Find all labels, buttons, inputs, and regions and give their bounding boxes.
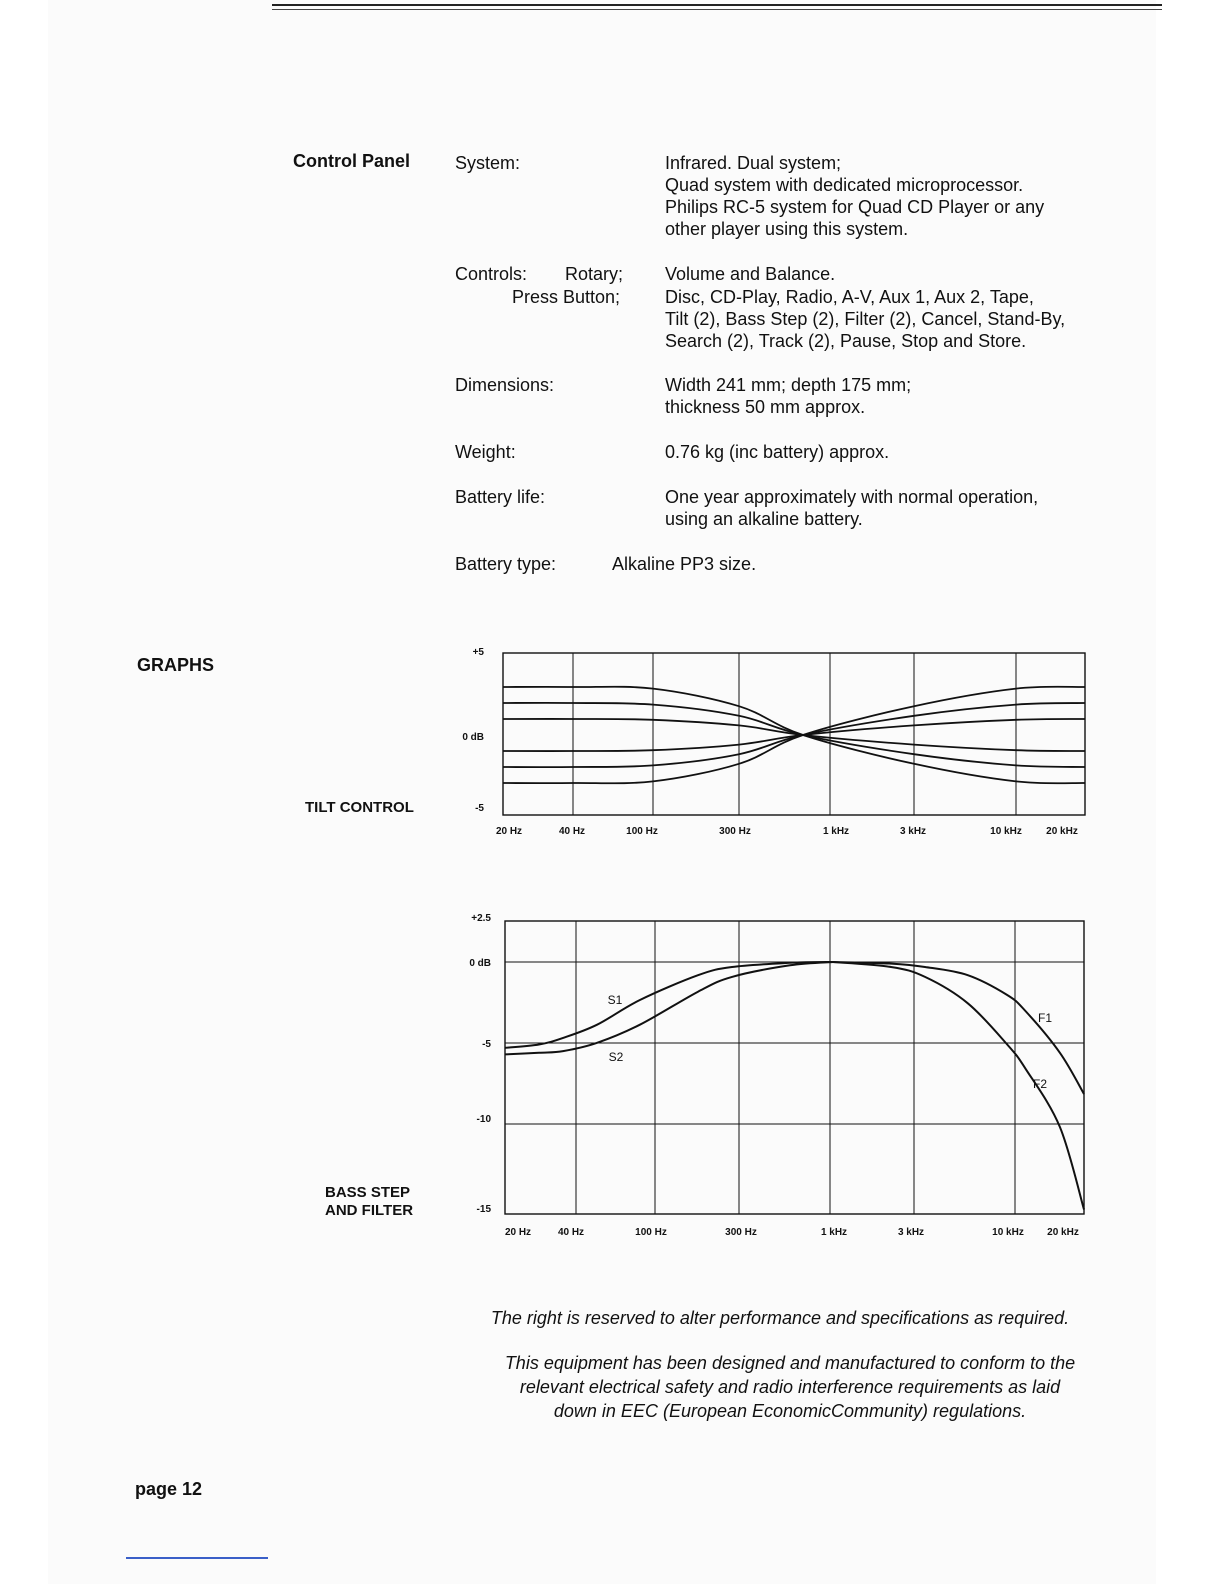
- tilt-control-chart: [462, 647, 1085, 837]
- x-tick-label: 3 kHz: [899, 826, 927, 837]
- y-tick-label: -15: [476, 1204, 491, 1215]
- bass-filter-chart: [469, 913, 1084, 1238]
- x-tick-label: 100 Hz: [635, 1227, 667, 1238]
- footer-note-line: relevant electrical safety and radio interference requirements as laid: [519, 1377, 1061, 1397]
- system-line: other player using this system.: [665, 219, 909, 239]
- x-tick-label: 100 Hz: [626, 826, 658, 837]
- battery-type-label: Battery type:: [455, 554, 557, 574]
- dimensions-line: Width 241 mm; depth 175 mm;: [665, 375, 912, 395]
- battery-life-label: Battery life:: [455, 487, 546, 507]
- x-tick-label: 1 kHz: [822, 826, 850, 837]
- system-label: System:: [455, 153, 521, 173]
- press-line: Tilt (2), Bass Step (2), Filter (2), Cancel, Stand-By,: [665, 309, 1066, 329]
- footer-note-line: This equipment has been designed and manufactured to conform to the: [504, 1353, 1076, 1373]
- x-tick-label: 20 Hz: [495, 826, 523, 837]
- x-tick-label: 300 Hz: [725, 1227, 757, 1238]
- y-tick-label: 0 dB: [462, 732, 484, 743]
- battery-life-line: One year approximately with normal operation,: [665, 487, 1039, 507]
- tilt-curve: [503, 719, 1085, 751]
- controls-label: Controls:: [455, 264, 528, 284]
- x-tick-label: 20 kHz: [1046, 826, 1078, 837]
- graphs-heading: GRAPHS: [137, 655, 215, 675]
- page-number: page 12: [135, 1479, 203, 1499]
- x-tick-label: 10 kHz: [992, 1227, 1024, 1238]
- bottom-rule: [126, 1557, 268, 1559]
- curve-f1: [833, 962, 1084, 1094]
- footer-note-1: The right is reserved to alter performance and specifications as required.: [490, 1308, 1070, 1328]
- system-line: Philips RC-5 system for Quad CD Player or any: [665, 197, 1045, 217]
- x-tick-label: 1 kHz: [820, 1227, 848, 1238]
- press-line: Disc, CD-Play, Radio, A-V, Aux 1, Aux 2, Tape,: [665, 287, 1034, 307]
- x-tick-label: 300 Hz: [719, 826, 751, 837]
- section-title: Control Panel: [293, 151, 411, 171]
- press-button-label: Press Button;: [512, 287, 621, 307]
- tilt-control-label: TILT CONTROL: [305, 799, 414, 816]
- y-tick-label: +2.5: [471, 913, 491, 924]
- y-tick-label: -5: [475, 803, 484, 814]
- battery-type-value: Alkaline PP3 size.: [612, 554, 757, 574]
- curve-label-f1: F1: [1037, 1011, 1053, 1025]
- press-line: Search (2), Track (2), Pause, Stop and Store.: [665, 331, 1027, 351]
- battery-life-line: using an alkaline battery.: [665, 509, 863, 529]
- weight-label: Weight:: [455, 442, 516, 462]
- y-tick-label: +5: [472, 647, 484, 658]
- tilt-curve: [503, 703, 1085, 767]
- x-tick-label: 3 kHz: [897, 1227, 925, 1238]
- y-tick-label: -5: [482, 1039, 491, 1050]
- system-line: Quad system with dedicated microprocessor.: [665, 175, 1024, 195]
- x-tick-label: 10 kHz: [990, 826, 1022, 837]
- tilt-curve: [503, 703, 1085, 767]
- tilt-curve: [503, 687, 1085, 784]
- x-tick-label: 20 kHz: [1047, 1227, 1079, 1238]
- rotary-label: Rotary;: [565, 264, 624, 284]
- bass-filter-line: AND FILTER: [325, 1202, 414, 1219]
- curve-label-s2: S2: [608, 1050, 624, 1064]
- curve-label-f2: F2: [1032, 1077, 1048, 1091]
- dimensions-label: Dimensions:: [455, 375, 555, 395]
- curve-label-s1: S1: [607, 993, 623, 1007]
- weight-value: 0.76 kg (inc battery) approx.: [665, 442, 890, 462]
- dimensions-line: thickness 50 mm approx.: [665, 397, 866, 417]
- y-tick-label: -10: [476, 1114, 491, 1125]
- system-line: Infrared. Dual system;: [665, 153, 842, 173]
- footer-note-2: [420, 1351, 1160, 1423]
- tilt-curve: [503, 719, 1085, 751]
- tilt-curve: [503, 687, 1085, 784]
- rotary-value: Volume and Balance.: [665, 264, 836, 284]
- y-tick-label: 0 dB: [469, 958, 491, 969]
- x-tick-label: 20 Hz: [504, 1227, 532, 1238]
- curve-s1: [505, 962, 833, 1048]
- x-tick-label: 40 Hz: [557, 1227, 585, 1238]
- x-tick-label: 40 Hz: [558, 826, 586, 837]
- bass-filter-line: BASS STEP: [325, 1184, 411, 1201]
- footer-note-line: down in EEC (European EconomicCommunity) regulations.: [553, 1401, 1027, 1421]
